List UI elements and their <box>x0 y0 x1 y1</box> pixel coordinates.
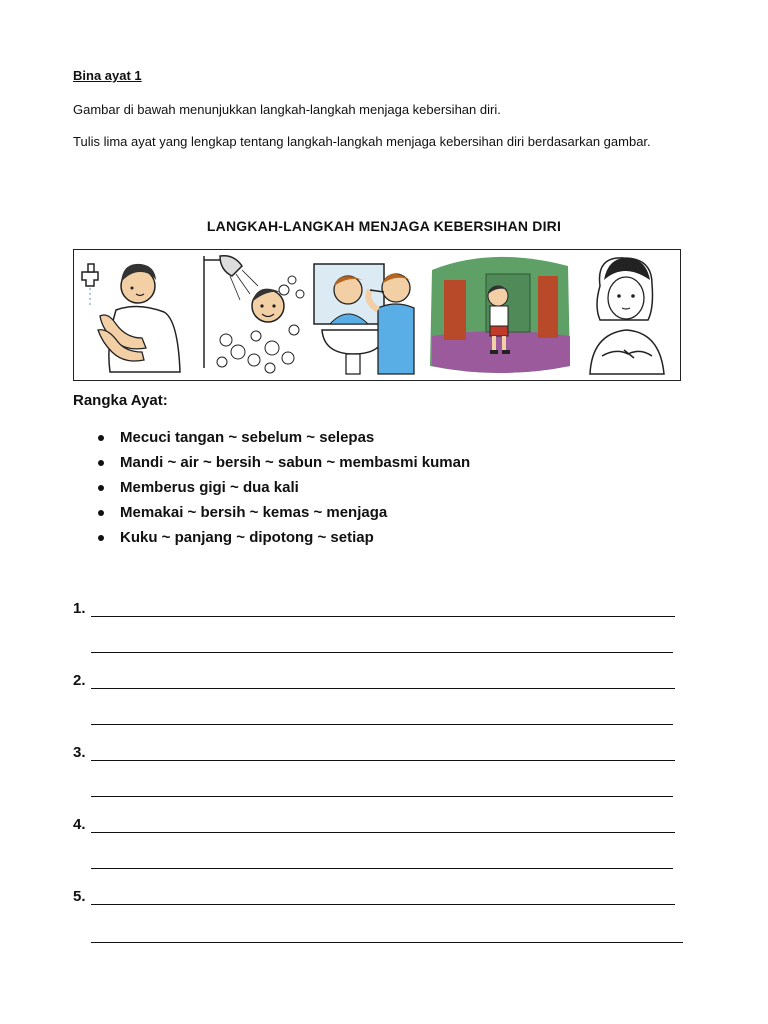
bullet-icon <box>98 485 104 491</box>
dressed-boy-icon <box>426 250 576 378</box>
answer-line[interactable] <box>91 868 673 869</box>
answer-line[interactable] <box>91 904 675 905</box>
answer-line[interactable] <box>91 724 673 725</box>
answer-row-5 <box>73 888 683 908</box>
bullet-icon <box>98 510 104 516</box>
cutting-nails-girl-icon <box>578 250 678 378</box>
rangka-item <box>98 502 470 527</box>
answer-line[interactable] <box>91 652 673 653</box>
rangka-item-text: Memberus gigi ~ dua kali <box>120 479 299 496</box>
rangka-ayat-label: Rangka Ayat: <box>73 392 168 409</box>
answer-line[interactable] <box>91 688 675 689</box>
answer-row-4 <box>73 816 683 836</box>
answer-row-5b <box>73 926 683 946</box>
answer-number: 2. <box>73 672 86 689</box>
answer-row-2 <box>73 672 683 692</box>
answer-number: 1. <box>73 600 86 617</box>
rangka-item-text: Memakai ~ bersih ~ kemas ~ menjaga <box>120 504 388 521</box>
answer-row-1 <box>73 600 683 620</box>
bullet-icon <box>98 460 104 466</box>
showering-child-icon <box>196 250 310 378</box>
picture-strip <box>73 249 681 381</box>
answer-line[interactable] <box>91 942 683 943</box>
answer-number: 3. <box>73 744 86 761</box>
rangka-item <box>98 452 470 477</box>
answer-row-4b <box>73 852 683 872</box>
brushing-teeth-icon <box>312 250 424 378</box>
instruction-text-1: Gambar di bawah menunjukkan langkah-langkah menjaga kebersihan diri. <box>73 102 501 117</box>
answer-line[interactable] <box>91 760 675 761</box>
answer-row-2b <box>73 708 683 728</box>
rangka-item-text: Kuku ~ panjang ~ dipotong ~ setiap <box>120 529 374 546</box>
rangka-item-text: Mandi ~ air ~ bersih ~ sabun ~ membasmi kuman <box>120 454 471 471</box>
rangka-item <box>98 427 470 452</box>
answer-row-1b <box>73 636 683 656</box>
washing-hands-icon <box>76 250 194 378</box>
rangka-item-text: Mecuci tangan ~ sebelum ~ selepas <box>120 429 375 446</box>
rangka-item <box>98 527 470 552</box>
answer-number: 4. <box>73 816 86 833</box>
bullet-icon <box>98 435 104 441</box>
exercise-heading: Bina ayat 1 <box>73 68 142 83</box>
answer-row-3 <box>73 744 683 764</box>
answer-number: 5. <box>73 888 86 905</box>
answer-line[interactable] <box>91 832 675 833</box>
rangka-item <box>98 477 470 502</box>
rangka-list <box>98 427 470 552</box>
picture-title: LANGKAH-LANGKAH MENJAGA KEBERSIHAN DIRI <box>206 218 562 234</box>
answer-line[interactable] <box>91 796 673 797</box>
answer-line[interactable] <box>91 616 675 617</box>
instruction-text-2: Tulis lima ayat yang lengkap tentang langkah-langkah menjaga kebersihan diri berdasarkan gambar. <box>73 134 651 149</box>
answer-row-3b <box>73 780 683 800</box>
bullet-icon <box>98 535 104 541</box>
